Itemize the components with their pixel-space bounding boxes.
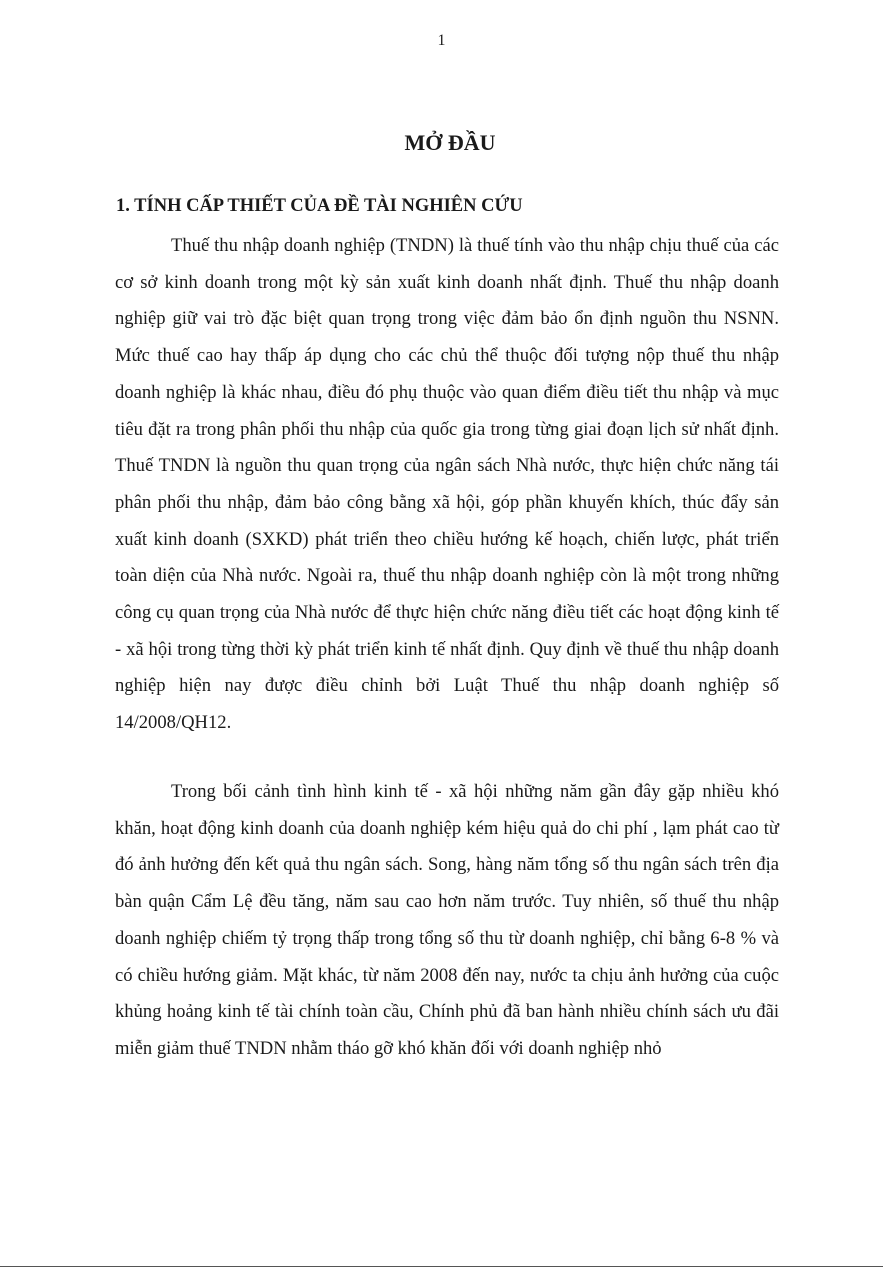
page-number: 1 (437, 32, 446, 49)
body-paragraph-2: Trong bối cảnh tình hình kinh tế - xã hội những năm gần đây gặp nhiều khó khăn, hoạt động kinh doanh của doanh nghiệp kém hiệu quả do chi phí , lạm phát cao từ đó ảnh hưởng đến kết quả thu ngân sách. Song, hàng năm tổng số thu ngân sách trên địa bàn quận Cẩm Lệ đều tăng, năm sau cao hơn năm trước. Tuy nhiên, số thuế thu nhập doanh nghiệp chiếm tỷ trọng thấp trong tổng số thu từ doanh nghiệp, chỉ bằng 6-8 % và có chiều hướng giảm. Mặt khác, từ năm 2008 đến nay, nước ta chịu ảnh hưởng của cuộc khủng hoảng kinh tế tài chính toàn cầu, Chính phủ đã ban hành nhiều chính sách ưu đãi miễn giảm thuế TNDN nhằm tháo gỡ khó khăn đối với doanh nghiệp nhỏ (115, 781, 779, 1059)
page-title: MỞ ĐẦU (404, 130, 496, 155)
section-heading: 1. TÍNH CẤP THIẾT CỦA ĐỀ TÀI NGHIÊN CỨU (116, 196, 523, 216)
body-paragraph-1: Thuế thu nhập doanh nghiệp (TNDN) là thuế tính vào thu nhập chịu thuế của các cơ sở kinh doanh trong một kỳ sản xuất kinh doanh nhất định. Thuế thu nhập doanh nghiệp giữ vai trò đặc biệt quan trọng trong việc đảm bảo ổn định nguồn thu NSNN. Mức thuế cao hay thấp áp dụng cho các chủ thể thuộc đối tượng nộp thuế thu nhập doanh nghiệp là khác nhau, điều đó phụ thuộc vào quan điểm điều tiết thu nhập và mục tiêu đặt ra trong phân phối thu nhập của quốc gia trong từng giai đoạn lịch sử nhất định. Thuế TNDN là nguồn thu quan trọng của ngân sách Nhà nước, thực hiện chức năng tái phân phối thu nhập, đảm bảo công bằng xã hội, góp phần khuyến khích, thúc đẩy sản xuất kinh doanh (SXKD) phát triển theo chiều hướng kế hoạch, chiến lược, phát triển toàn diện của Nhà nước. Ngoài ra, thuế thu nhập doanh nghiệp còn là một trong những công cụ quan trọng của Nhà nước để thực hiện chức năng điều tiết các hoạt động kinh tế - xã hội trong từng thời kỳ phát triển kinh tế nhất định. Quy định về thuế thu nhập doanh nghiệp hiện nay được điều chỉnh bởi Luật Thuế thu nhập doanh nghiệp số 14/2008/QH12. (115, 235, 779, 734)
bottom-divider (0, 1266, 883, 1267)
